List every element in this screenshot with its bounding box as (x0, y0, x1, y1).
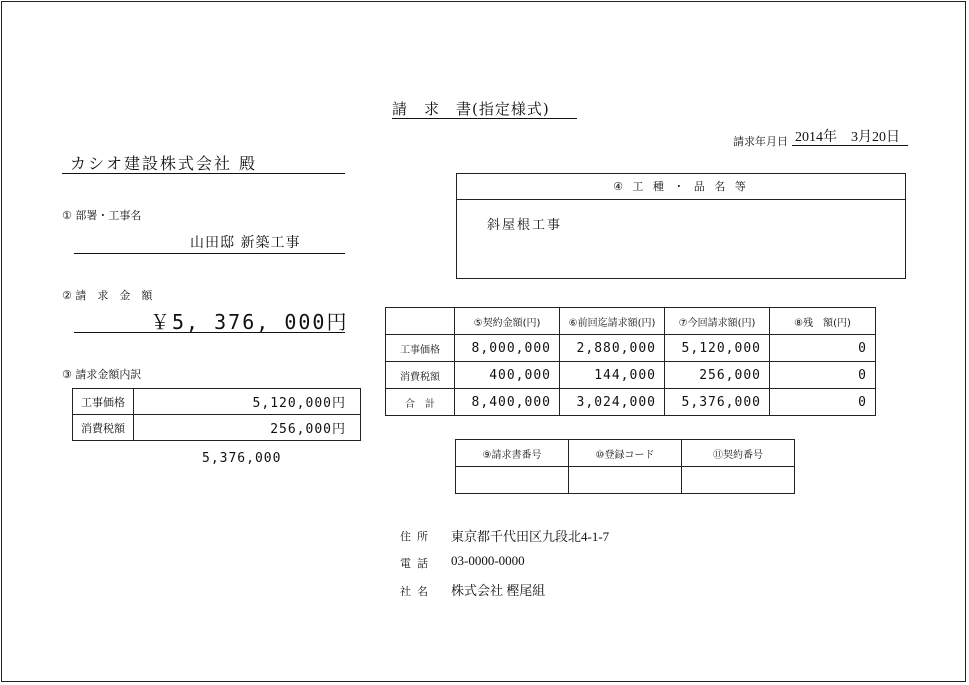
breakdown-row-label: 消費税額 (73, 415, 134, 441)
empty-corner-cell (386, 308, 455, 335)
table-cell: 256,000 (665, 362, 770, 389)
table-cell: 8,000,000 (455, 335, 560, 362)
table-cell: 2,880,000 (560, 335, 665, 362)
table-cell: 0 (770, 335, 876, 362)
breakdown-row-value: 256,000円 (134, 415, 361, 441)
column-header-registration-code: ⑩登録コード (569, 440, 682, 467)
document-title: 請 求 書(指定様式) (392, 100, 550, 118)
table-row (386, 389, 876, 416)
table-cell: 0 (770, 389, 876, 416)
row-label: 工事価格 (386, 335, 455, 362)
row-label: 合 計 (386, 389, 455, 416)
table-cell: 5,376,000 (665, 389, 770, 416)
breakdown-row-label: 工事価格 (73, 389, 134, 415)
invoice-document (1, 1, 966, 682)
phone-label: 電話 (400, 557, 434, 570)
table-cell: 144,000 (560, 362, 665, 389)
amount-summary-table (385, 307, 876, 416)
column-header-invoice-number: ⑨請求書番号 (456, 440, 569, 467)
invoice-date-value: 2014年 3月20日 (795, 130, 900, 145)
addressee-underline (62, 173, 345, 174)
contract-number-cell (682, 467, 795, 494)
registration-code-cell (569, 467, 682, 494)
row-label: 消費税額 (386, 362, 455, 389)
address-label: 住所 (400, 530, 434, 543)
title-underline (392, 118, 577, 119)
company-value: 株式会社 樫尾組 (451, 583, 546, 598)
table-cell: 3,024,000 (560, 389, 665, 416)
column-header-previous-billed: ⑥前回迄請求額(円) (560, 308, 665, 335)
table-cell: 8,400,000 (455, 389, 560, 416)
table-cell: 5,120,000 (665, 335, 770, 362)
department-project-label: ① 部署・工事名 (62, 209, 142, 222)
amount-breakdown-table (72, 388, 361, 441)
breakdown-total: 5,376,000 (202, 451, 282, 466)
department-project-underline (74, 253, 345, 254)
table-header-row (456, 440, 795, 467)
table-header-row (386, 308, 876, 335)
invoice-amount-underline (74, 332, 345, 333)
table-cell: 0 (770, 362, 876, 389)
table-row (386, 362, 876, 389)
address-value: 東京都千代田区九段北4-1-7 (451, 529, 610, 544)
reference-codes-table (455, 439, 795, 494)
table-row (386, 335, 876, 362)
column-header-contract-number: ⑪契約番号 (682, 440, 795, 467)
addressee: カシオ建設株式会社 殿 (70, 154, 258, 173)
table-row (73, 389, 361, 415)
invoice-amount-label: ② 請 求 金 額 (62, 289, 153, 302)
amount-breakdown-label: ③ 請求金額内訳 (62, 368, 142, 381)
column-header-current-billed: ⑦今回請求額(円) (665, 308, 770, 335)
department-project-value: 山田邸 新築工事 (190, 235, 301, 251)
column-header-contract-amount: ⑤契約金額(円) (455, 308, 560, 335)
phone-value: 03-0000-0000 (451, 553, 525, 568)
invoice-date-label: 請求年月日 (733, 135, 788, 148)
work-type-header: ④ 工 種 ・ 品 名 等 (457, 174, 905, 200)
column-header-remaining: ⑧残 額(円) (770, 308, 876, 335)
table-cell: 400,000 (455, 362, 560, 389)
work-type-box (456, 173, 906, 279)
company-label: 社名 (400, 585, 434, 598)
breakdown-row-value: 5,120,000円 (134, 389, 361, 415)
invoice-date-underline (792, 145, 908, 146)
invoice-number-cell (456, 467, 569, 494)
table-row (456, 467, 795, 494)
table-row (73, 415, 361, 441)
work-type-value: 斜屋根工事 (487, 218, 563, 233)
invoice-amount-value: ￥5, 376, 000円 (150, 310, 349, 334)
